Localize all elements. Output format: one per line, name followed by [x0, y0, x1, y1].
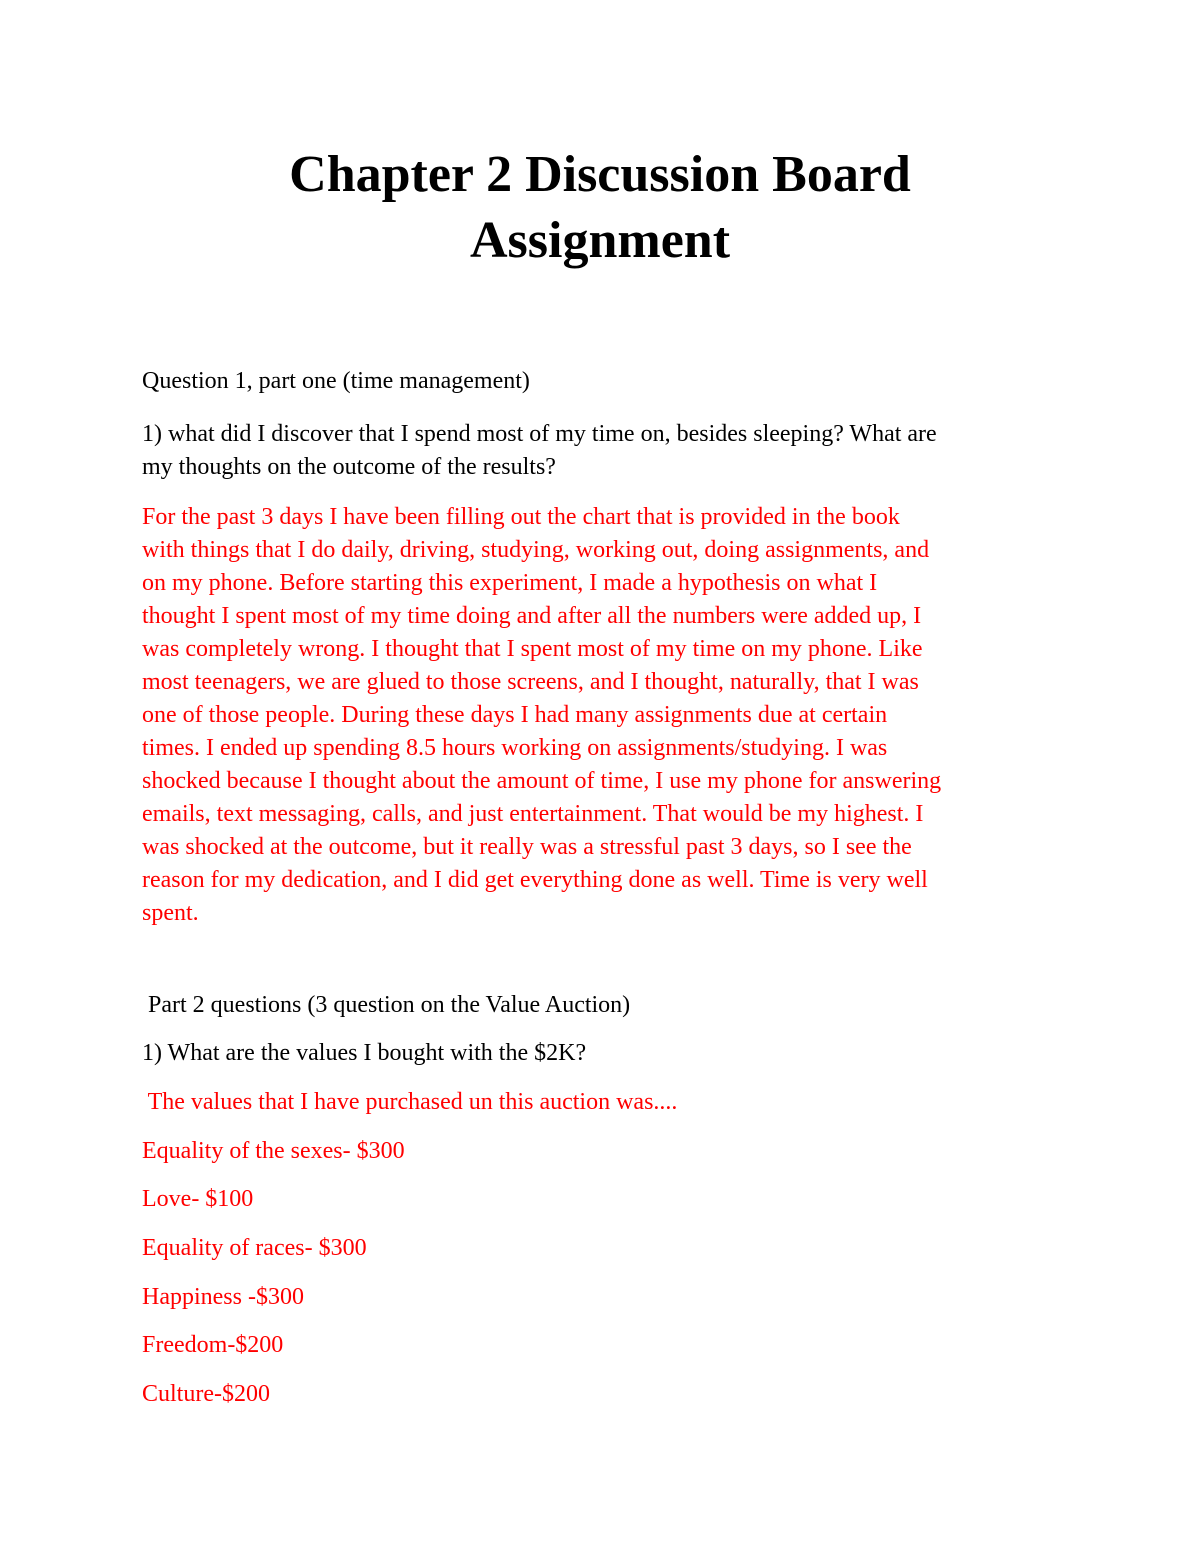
answer-line: on my phone. Before starting this experiment, I made a hypothesis on what I — [142, 570, 878, 596]
part1-answer — [142, 501, 1062, 930]
answer-line: spent. — [142, 900, 199, 926]
answer-line: For the past 3 days I have been filling out the chart that is provided in the book — [142, 504, 900, 530]
answer-line: one of those people. During these days I had many assignments due at certain — [142, 702, 888, 728]
part2-question: 1) What are the values I bought with the $2K? — [142, 1040, 587, 1066]
part1-question-line-1: 1) what did I discover that I spend most of my time on, besides sleeping? What are — [142, 421, 937, 447]
answer-line: was completely wrong. I thought that I spent most of my time on my phone. Like — [142, 636, 923, 662]
value-item: Freedom-$200 — [142, 1332, 284, 1358]
value-item: Equality of races- $300 — [142, 1235, 367, 1261]
value-item: Love- $100 — [142, 1186, 254, 1212]
part1-question-line-2: my thoughts on the outcome of the results? — [142, 454, 556, 480]
document-title — [0, 142, 1200, 274]
title-line-2: Assignment — [469, 212, 731, 269]
value-item: Equality of the sexes- $300 — [142, 1138, 405, 1164]
answer-line: most teenagers, we are glued to those screens, and I thought, naturally, that I was — [142, 669, 919, 695]
answer-line: thought I spent most of my time doing and after all the numbers were added up, I — [142, 603, 922, 629]
answer-line: times. I ended up spending 8.5 hours working on assignments/studying. I was — [142, 735, 888, 761]
part2-heading: Part 2 questions (3 question on the Value Auction) — [142, 992, 631, 1018]
part2-answer-intro: The values that I have purchased un this auction was.... — [142, 1089, 678, 1115]
answer-line: with things that I do daily, driving, studying, working out, doing assignments, and — [142, 537, 930, 563]
answer-line: emails, text messaging, calls, and just entertainment. That would be my highest. I — [142, 801, 924, 827]
answer-line: shocked because I thought about the amount of time, I use my phone for answering — [142, 768, 942, 794]
part1-heading: Question 1, part one (time management) — [142, 368, 530, 394]
title-line-1: Chapter 2 Discussion Board — [289, 146, 911, 203]
value-item: Culture-$200 — [142, 1381, 270, 1407]
value-item: Happiness -$300 — [142, 1284, 304, 1310]
answer-line: was shocked at the outcome, but it really was a stressful past 3 days, so I see the — [142, 834, 912, 860]
answer-line: reason for my dedication, and I did get everything done as well. Time is very well — [142, 867, 928, 893]
